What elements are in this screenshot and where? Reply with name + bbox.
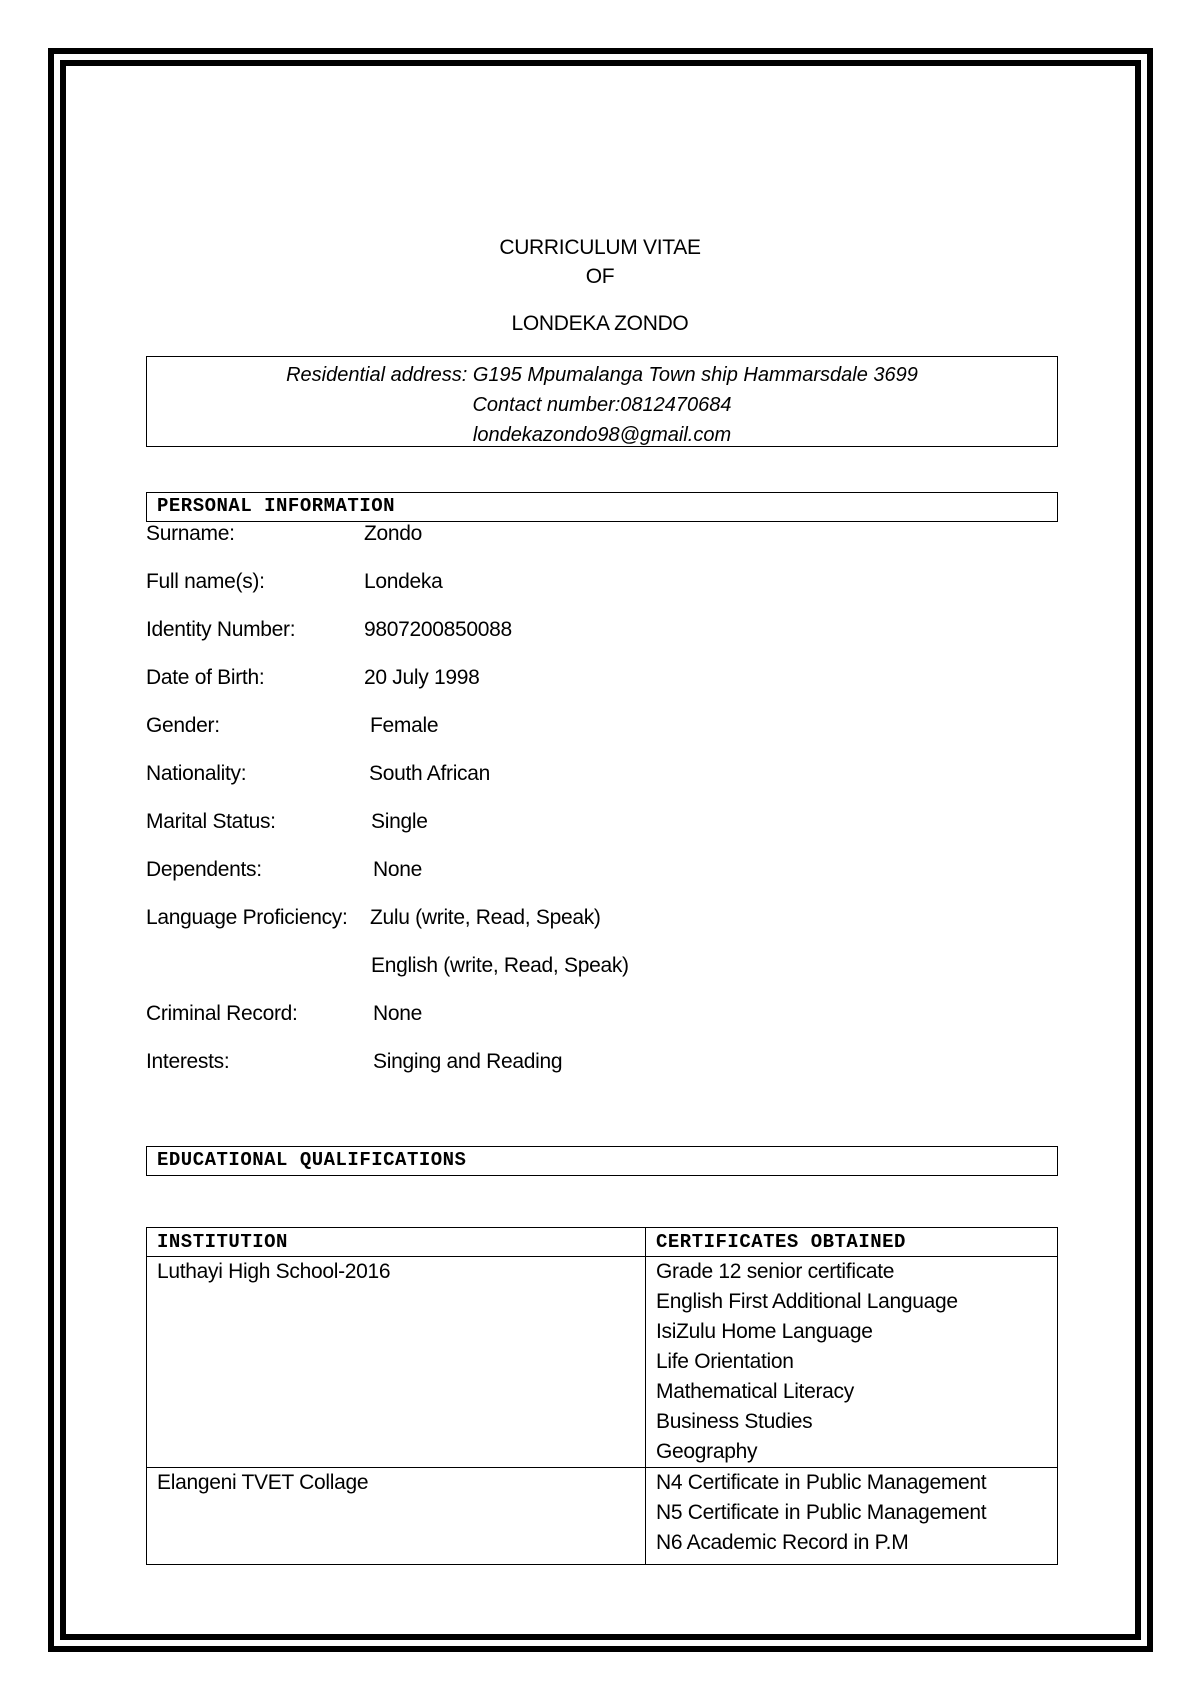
table-row xyxy=(147,1257,1058,1468)
info-label: Criminal Record: xyxy=(146,1002,298,1025)
certificates-cell xyxy=(646,1257,1058,1468)
institution-cell: Elangeni TVET Collage xyxy=(147,1468,646,1565)
info-value: Zulu (write, Read, Speak) xyxy=(370,906,601,929)
educational-qualifications-heading: EDUCATIONAL QUALIFICATIONS xyxy=(146,1146,1058,1176)
personal-information-heading: PERSONAL INFORMATION xyxy=(146,492,1058,522)
info-value: Single xyxy=(371,810,428,833)
certificate-item: Business Studies xyxy=(656,1410,813,1433)
info-label: Full name(s): xyxy=(146,570,265,593)
info-label: Marital Status: xyxy=(146,810,276,833)
info-value: None xyxy=(373,1002,423,1025)
info-label: Interests: xyxy=(146,1050,230,1073)
cv-title-of: OF xyxy=(585,265,615,288)
certificate-item: N5 Certificate in Public Management xyxy=(656,1501,987,1524)
certificate-item: Life Orientation xyxy=(656,1350,794,1373)
info-value: South African xyxy=(369,762,491,785)
info-value: Singing and Reading xyxy=(373,1050,563,1073)
qualifications-table xyxy=(146,1227,1058,1565)
info-row-interests xyxy=(146,1050,846,1080)
info-row-gender xyxy=(146,714,846,744)
certificate-item: N6 Academic Record in P.M xyxy=(656,1531,909,1554)
residential-address: Residential address: G195 Mpumalanga Town ship Hammarsdale 3699 xyxy=(286,364,918,386)
info-label: Date of Birth: xyxy=(146,666,265,689)
cv-title: CURRICULUM VITAE xyxy=(499,236,701,259)
certificate-item: English First Additional Language xyxy=(656,1290,958,1313)
certificate-item: Grade 12 senior certificate xyxy=(656,1260,895,1283)
info-row-dependents xyxy=(146,858,846,888)
info-label: Surname: xyxy=(146,522,235,545)
email-address: londekazondo98@gmail.com xyxy=(472,424,732,446)
info-value: None xyxy=(373,858,423,881)
certificate-item: IsiZulu Home Language xyxy=(656,1320,873,1343)
info-row-language-proficiency xyxy=(146,906,846,936)
info-label: Dependents: xyxy=(146,858,262,881)
info-row-language-proficiency-2 xyxy=(146,954,846,984)
info-row-identity-number xyxy=(146,618,846,648)
certificate-item: N4 Certificate in Public Management xyxy=(656,1471,987,1494)
info-value: Zondo xyxy=(364,522,423,545)
certificates-cell xyxy=(646,1468,1058,1565)
info-row-surname xyxy=(146,522,846,552)
info-value: Londeka xyxy=(364,570,443,593)
table-row xyxy=(147,1468,1058,1565)
info-row-criminal-record xyxy=(146,1002,846,1032)
info-row-nationality xyxy=(146,762,846,792)
certificate-item: Geography xyxy=(656,1440,758,1463)
institution-column-header: INSTITUTION xyxy=(147,1228,646,1257)
table-header-row xyxy=(147,1228,1058,1257)
contact-number: Contact number:0812470684 xyxy=(472,394,732,416)
info-label: Identity Number: xyxy=(146,618,296,641)
info-label: Language Proficiency: xyxy=(146,906,348,929)
certificate-item: Mathematical Literacy xyxy=(656,1380,854,1403)
contact-box xyxy=(146,356,1058,447)
certificates-column-header: CERTIFICATES OBTAINED xyxy=(646,1228,1058,1257)
info-value: Female xyxy=(370,714,439,737)
info-row-marital-status xyxy=(146,810,846,840)
info-value: English (write, Read, Speak) xyxy=(371,954,629,977)
info-label: Gender: xyxy=(146,714,220,737)
institution-cell: Luthayi High School-2016 xyxy=(147,1257,646,1468)
info-label: Nationality: xyxy=(146,762,247,785)
info-row-full-names xyxy=(146,570,846,600)
info-value: 9807200850088 xyxy=(364,618,512,641)
cv-owner-name: LONDEKA ZONDO xyxy=(511,312,689,335)
info-row-date-of-birth xyxy=(146,666,846,696)
info-value: 20 July 1998 xyxy=(364,666,480,689)
